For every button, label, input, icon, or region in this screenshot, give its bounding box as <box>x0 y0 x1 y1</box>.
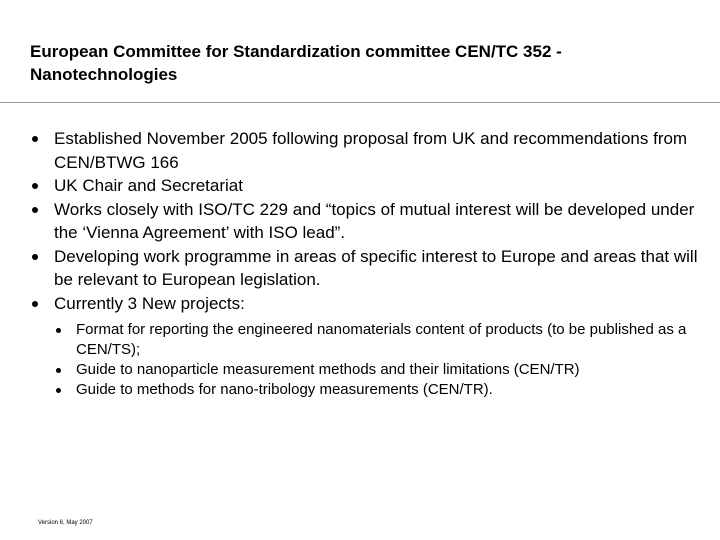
bullet-dot-icon <box>32 254 38 260</box>
slide-title: European Committee for Standardization committee CEN/TC 352 - Nanotechnologies <box>30 42 562 84</box>
bullet-item <box>30 292 710 316</box>
bullet-text: Works closely with ISO/TC 229 and “topics of mutual interest will be developed under the ‘Vienna Agreement’ with ISO lead”. <box>54 199 695 242</box>
sub-bullet-dot-icon <box>56 368 61 373</box>
sub-bullet-text: Format for reporting the engineered nanomaterials content of products (to be published as a CEN/TS); <box>76 321 687 358</box>
bullet-text: Currently 3 New projects: <box>54 293 245 313</box>
sub-bullet-item <box>54 360 704 380</box>
sub-bullet-item <box>54 320 704 360</box>
bullet-item <box>30 198 710 245</box>
bullet-text: UK Chair and Secretariat <box>54 176 243 195</box>
bullet-dot-icon <box>32 301 38 307</box>
bullet-dot-icon <box>32 207 38 213</box>
bullet-dot-icon <box>32 136 38 142</box>
sub-bullet-list <box>54 320 704 400</box>
sub-bullet-dot-icon <box>56 328 61 333</box>
title-divider <box>0 102 720 103</box>
sub-bullet-text: Guide to nanoparticle measurement methods and their limitations (CEN/TR) <box>76 361 580 378</box>
bullet-text: Developing work programme in areas of specific interest to Europe and areas that will be relevant to European legislation. <box>54 246 698 289</box>
sub-bullet-text: Guide to methods for nano-tribology measurements (CEN/TR). <box>76 381 493 398</box>
bullet-list <box>30 127 710 315</box>
bullet-text: Established November 2005 following proposal from UK and recommendations from CEN/BTWG 166 <box>54 129 688 172</box>
bullet-item <box>30 245 710 292</box>
bullet-item <box>30 127 710 174</box>
sub-bullet-item <box>54 380 704 400</box>
sub-bullet-dot-icon <box>56 388 61 393</box>
version-footer: Version 6, May 2007 <box>38 520 93 526</box>
bullet-item <box>30 174 710 198</box>
bullet-dot-icon <box>32 183 38 189</box>
